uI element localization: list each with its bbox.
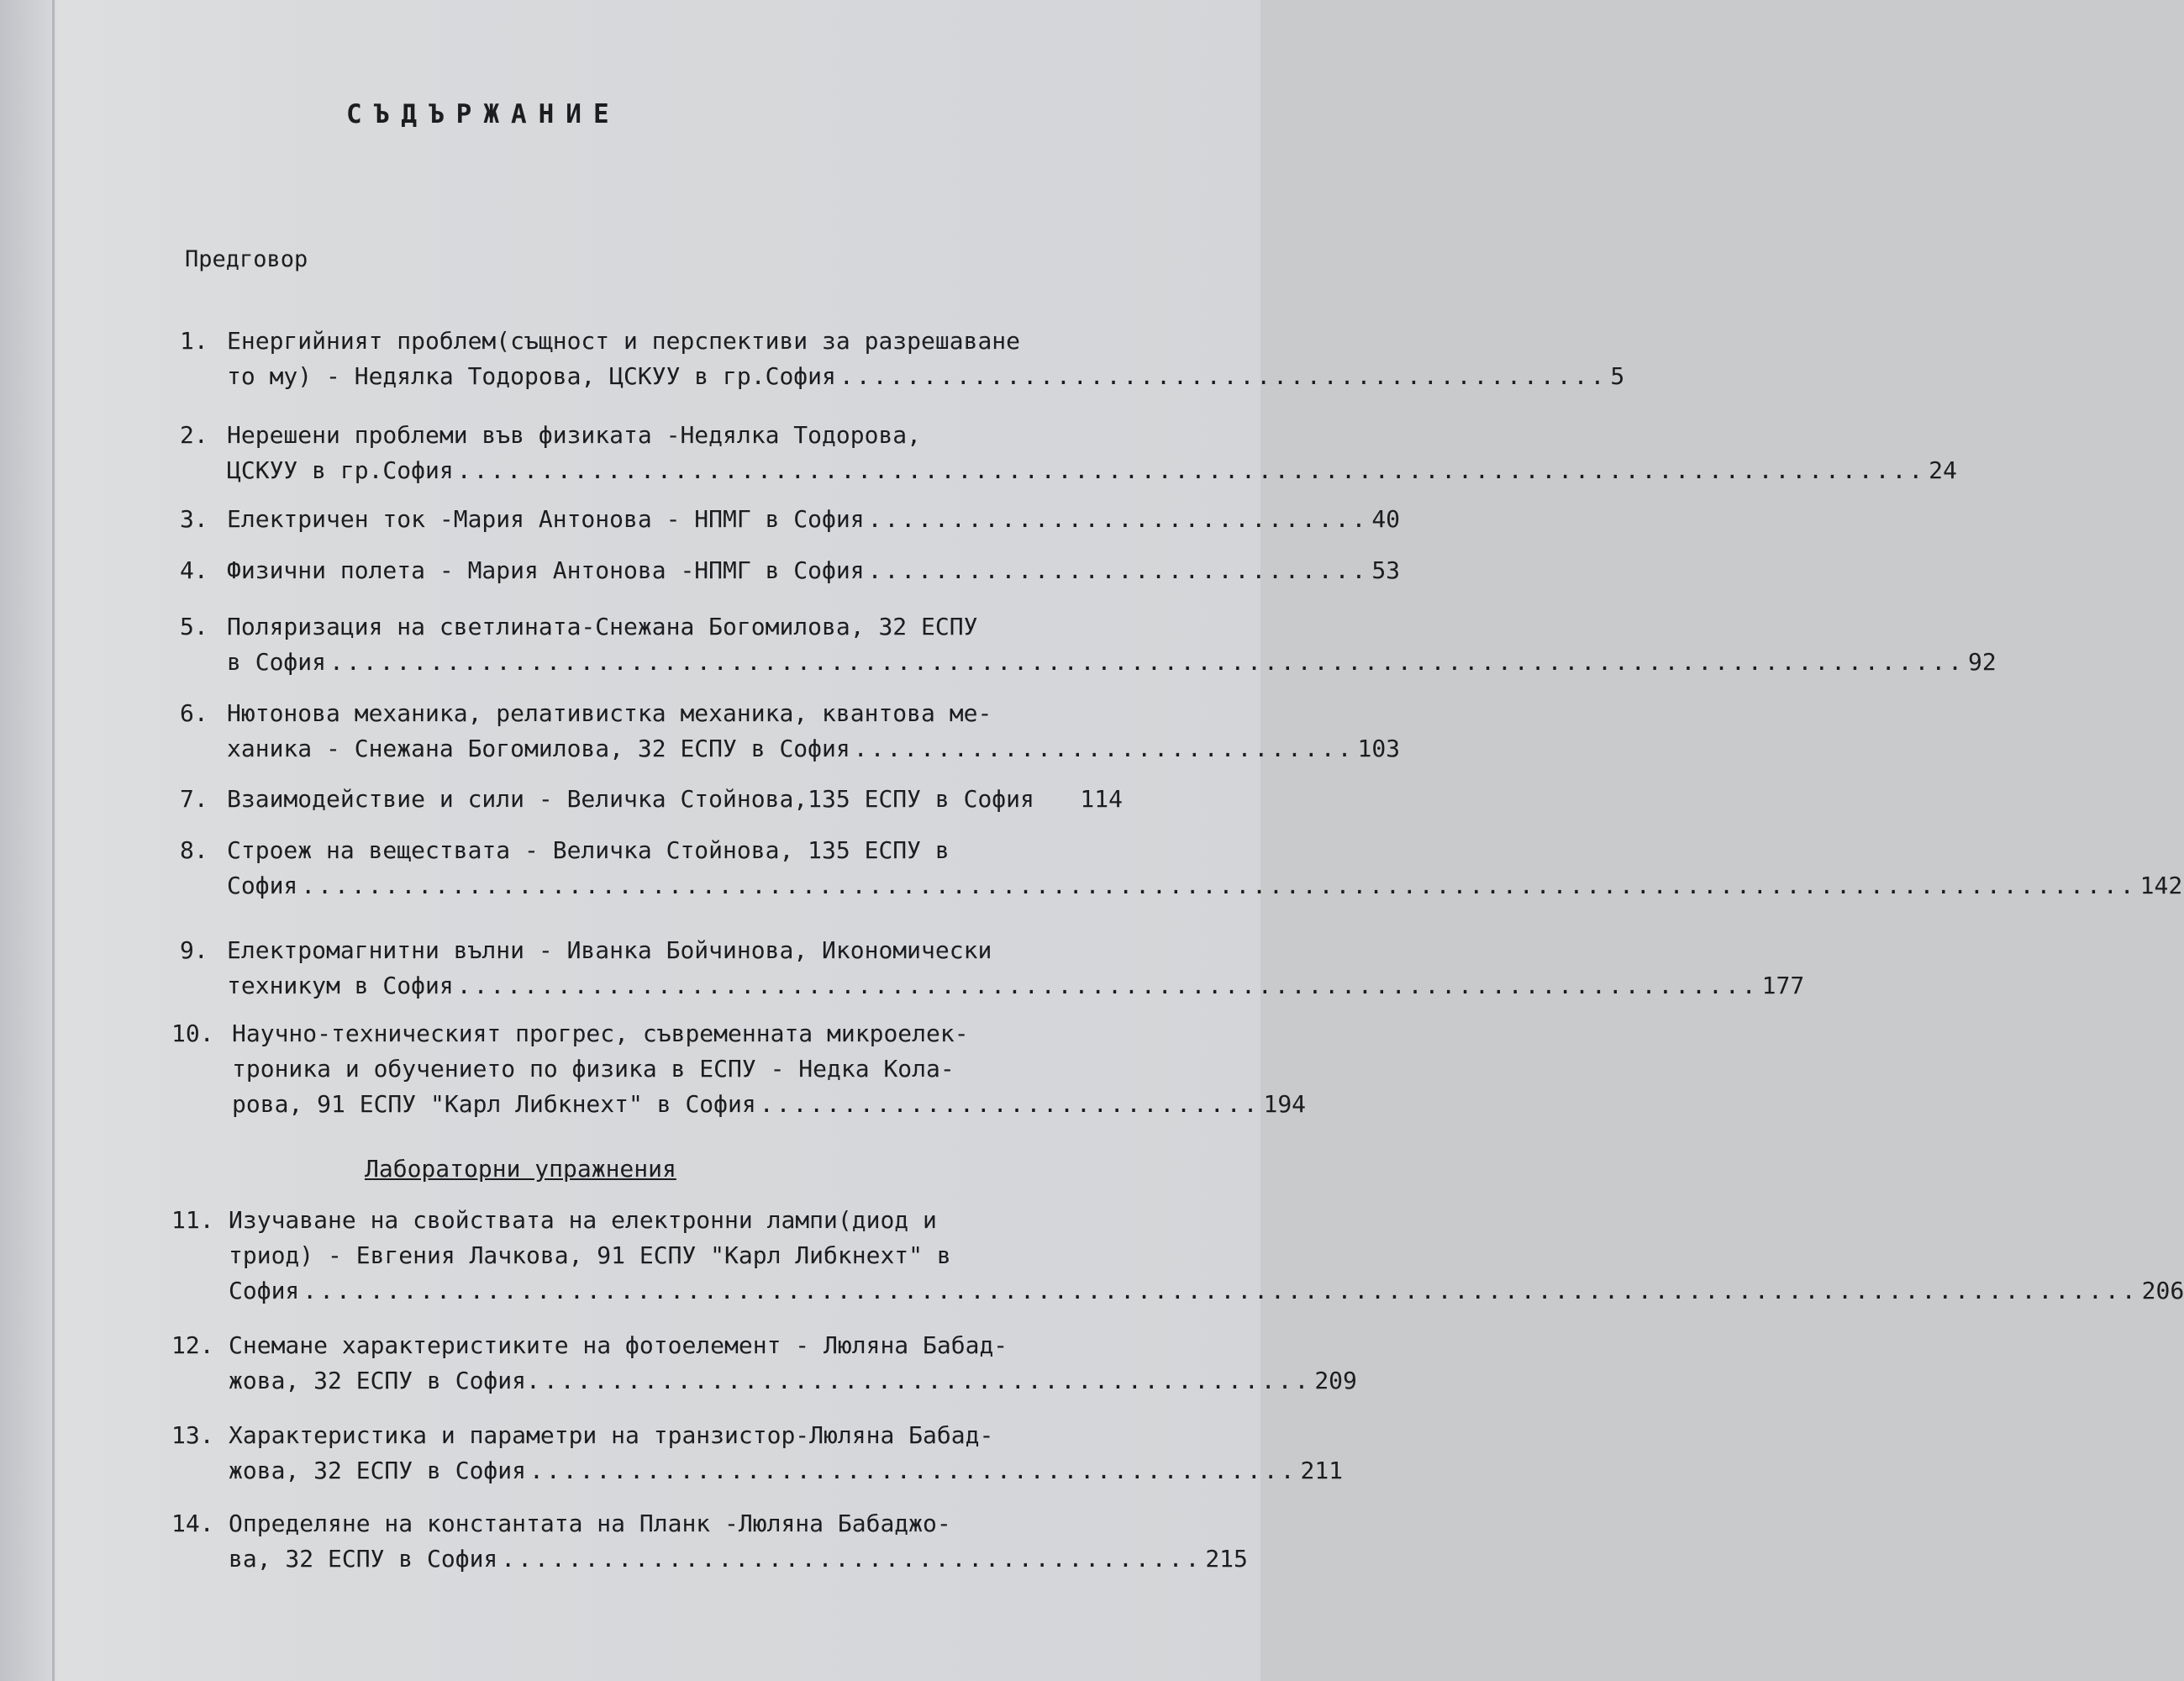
entry-page-number: 53: [1371, 556, 1401, 584]
entry-number: 5.: [180, 613, 208, 640]
leader-dots: ..............................: [867, 505, 1369, 533]
page-title: СЪДЪРЖАНИЕ: [346, 99, 621, 129]
entry-text: Нютонова механика, релативистка механика, квантова ме-: [227, 699, 992, 727]
toc-entry: [171, 1203, 2184, 1309]
entry-text: ханика - Снежана Богомилова, 32 ЕСПУ в София: [227, 735, 850, 762]
leader-dots: ........................................................................................: [456, 456, 1926, 484]
leader-dots: ..................................................................................................: [329, 648, 1966, 676]
entry-page-number: 40: [1371, 505, 1401, 533]
entry-number: 4.: [180, 556, 208, 584]
leader-dots: ..............................................................................: [456, 972, 1759, 999]
entry-text: Научно-техническият прогрес, съвременната микроелек-: [232, 1020, 969, 1047]
entry-text: то му) - Недялка Тодорова, ЦСКУУ в гр.София: [227, 362, 836, 390]
entry-page-number: 114: [1080, 785, 1123, 813]
entry-page-number: 5: [1610, 362, 1625, 390]
entry-page-number: 206: [2141, 1277, 2184, 1304]
entry-number: 12.: [171, 1331, 214, 1359]
leader-dots: ..............................: [853, 735, 1355, 762]
leader-dots: ..............................................: [529, 1457, 1297, 1484]
toc-entry: [171, 1016, 1307, 1122]
entry-number: 8.: [180, 836, 208, 864]
entry-page-number: 177: [1761, 972, 1805, 999]
entry-text: троника и обучението по физика в ЕСПУ - Недка Кола-: [232, 1055, 955, 1083]
entry-page-number: 211: [1300, 1457, 1344, 1484]
entry-text: техникум в София: [227, 972, 454, 999]
section-heading: Лабораторни упражнения: [365, 1155, 676, 1183]
entry-page-number: 209: [1314, 1367, 1357, 1394]
entry-page-number: 24: [1929, 456, 1957, 484]
entry-text: жова, 32 ЕСПУ в София: [229, 1457, 527, 1484]
entry-text: Изучаване на свойствата на електронни лампи(диод и: [229, 1206, 937, 1234]
entry-text: ЦСКУУ в гр.София: [227, 456, 454, 484]
entry-number: 2.: [180, 421, 208, 449]
entry-text: триод) - Евгения Лачкова, 91 ЕСПУ "Карл Либкнехт" в: [229, 1241, 951, 1269]
entry-number: 3.: [180, 505, 208, 533]
leader-dots: ..............................: [867, 556, 1369, 584]
entry-text: София: [227, 872, 298, 899]
entry-number: 13.: [171, 1421, 214, 1449]
entry-text: Определяне на константата на Планк -Люляна Бабаджо-: [229, 1510, 951, 1537]
toc-entry: [180, 418, 1957, 488]
leader-dots: ..............................................: [839, 362, 1608, 390]
entry-page-number: 103: [1357, 735, 1401, 762]
binding-fold: [52, 0, 55, 1681]
entry-page-number: 92: [1968, 648, 1997, 676]
entry-text: Взаимодействие и сили - Величка Стойнова,135 ЕСПУ в София: [227, 785, 1034, 813]
leader-dots: ..........................................: [501, 1545, 1203, 1573]
toc-entry: [171, 1328, 1357, 1399]
toc-entry: [180, 833, 2183, 904]
preface-entry: Предговор: [185, 246, 308, 272]
entry-text: в София: [227, 648, 327, 676]
entry-text: Строеж на веществата - Величка Стойнова, 135 ЕСПУ в: [227, 836, 950, 864]
entry-text: рова, 91 ЕСПУ "Карл Либкнехт" в София: [232, 1090, 756, 1118]
toc-entry: [180, 553, 1401, 588]
leader-dots: ..............................................................................................................: [301, 872, 2137, 899]
entry-text: Енергийният проблем(същност и перспективи за разрешаване: [227, 327, 1021, 355]
entry-number: 7.: [180, 785, 208, 813]
entry-text: ва, 32 ЕСПУ в София: [229, 1545, 498, 1573]
entry-number: 10.: [171, 1020, 214, 1047]
entry-text: Електромагнитни вълни - Иванка Бойчинова, Икономически: [227, 936, 992, 964]
toc-entry: [171, 1506, 1248, 1577]
entry-text: Поляризация на светлината-Снежана Богомилова, 32 ЕСПУ: [227, 613, 978, 640]
entry-page-number: 142: [2139, 872, 2183, 899]
entry-text: Физични полета - Мария Антонова -НПМГ в София: [227, 556, 865, 584]
entry-number: 14.: [171, 1510, 214, 1537]
entry-text: Нерешени проблеми във физиката -Недялка Тодорова,: [227, 421, 922, 449]
entry-text: Снемане характеристиките на фотоелемент - Люляна Бабад-: [229, 1331, 1008, 1359]
entry-number: 11.: [171, 1206, 214, 1234]
toc-entry: [171, 1418, 1344, 1489]
toc-entry: [180, 933, 1805, 1004]
toc-entry: [180, 782, 1123, 817]
toc-entry: [180, 502, 1401, 537]
toc-entry: [180, 324, 1625, 394]
leader-dots: ..............................................: [543, 1367, 1312, 1394]
entry-text: София: [229, 1277, 300, 1304]
entry-text: Характеристика и параметри на транзистор-Люляна Бабад-: [229, 1421, 994, 1449]
leader-dots: ..............................: [759, 1090, 1260, 1118]
entry-page-number: 215: [1205, 1545, 1248, 1573]
entry-page-number: 194: [1263, 1090, 1307, 1118]
toc-entry: [180, 696, 1401, 767]
entry-number: 1.: [180, 327, 208, 355]
entry-number: 9.: [180, 936, 208, 964]
entry-text: жова, 32 ЕСПУ в София.: [229, 1367, 540, 1394]
entry-number: 6.: [180, 699, 208, 727]
leader-dots: ..............................................................................................................: [303, 1277, 2139, 1304]
entry-text: Електричен ток -Мария Антонова - НПМГ в София: [227, 505, 865, 533]
toc-entry: [180, 609, 1997, 680]
